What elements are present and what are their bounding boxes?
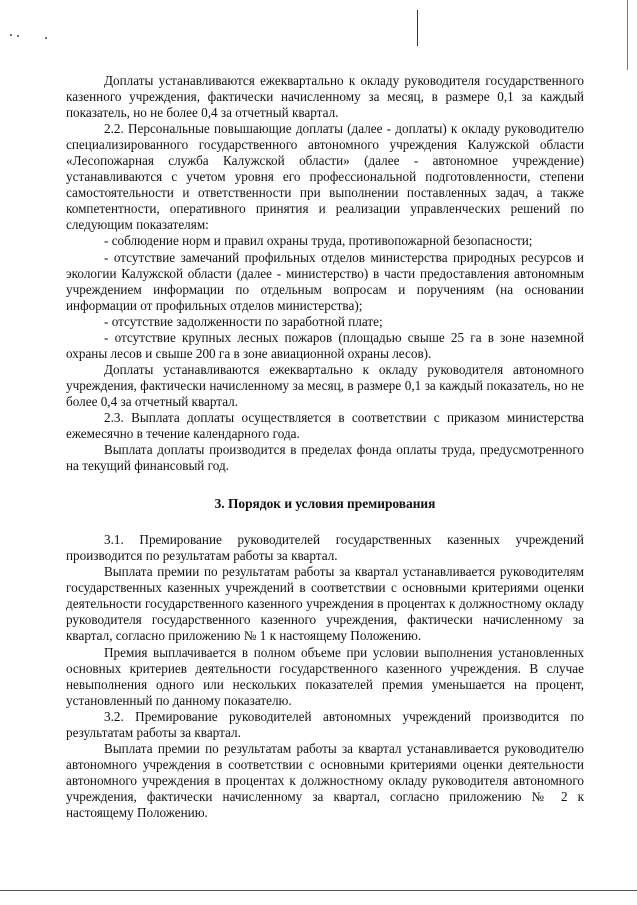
scan-mark-vertical [627,0,628,70]
paragraph: 2.2. Персональные повышающие доплаты (далее - доплаты) к окладу руководителю специализированного государственного автономного учреждения Калужской области «Лесопожарная служба Калужской области» (далее - автономное учреждение) устанавливаются с учетом уровня его профессиональной подготовленности, степени самостоятельности и ответственности при выполнении поставленных задач, а также компетентности, оперативного принятия и реализации управленческих решений по следующим показателям: [66,121,584,233]
paragraph: Доплаты устанавливаются ежеквартально к окладу руководителя автономного учреждения, фактически начисленному за месяц, в размере 0,1 за каждый показатель, но не более 0,4 за отчетный квартал. [66,361,584,409]
scan-speck [17,35,19,37]
scan-speck [45,37,47,39]
paragraph: 2.3. Выплата доплаты осуществляется в соответствии с приказом министерства ежемесячно в течение календарного года. [66,409,584,442]
list-item: - отсутствие замечаний профильных отделов министерства природных ресурсов и экологии Калужской области (далее - министерство) в части предоставления автономным учреждением информации по отдельным вопросам и поручениям (на основании информации от профильных отделов министерства); [66,249,584,313]
scan-bottom-line [0,890,637,891]
scan-speck [10,34,12,36]
document-body [66,73,584,821]
paragraph: Выплата премии по результатам работы за квартал устанавливается руководителю автономного учреждения в соответствии с основными критериями оценки деятельности автономного учреждения в процентах к должностному окладу руководителя автономного учреждения, фактически начисленному за квартал, согласно приложению № 2 к настоящему Положению. [66,740,584,820]
paragraph: Выплата премии по результатам работы за квартал устанавливается руководителям государственных казенных учреждений в соответствии с основными критериями оценки деятельности государственного казенного учреждения в процентах к должностному окладу руководителя государственного казенного учреждения, фактически начисленному за квартал, согласно приложению № 1 к настоящему Положению. [66,564,584,644]
paragraph: Премия выплачивается в полном объеме при условии выполнения установленных основных критериев деятельности государственного казенного учреждения. В случае невыполнения одного или нескольких показателей премия уменьшается на процент, установленный по данному показателю. [66,644,584,708]
paragraph: Доплаты устанавливаются ежеквартально к окладу руководителя государственного казенного учреждения, фактически начисленному за месяц, в размере 0,1 за каждый показатель, но не более 0,4 за отчетный квартал. [66,73,584,121]
paragraph: 3.1. Премирование руководителей государственных казенных учреждений производится по результатам работы за квартал. [66,532,584,564]
scan-mark-vertical [417,10,418,46]
paragraph: Выплата доплаты производится в пределах фонда оплаты труда, предусмотренного на текущий финансовый год. [66,442,584,474]
list-item: - отсутствие крупных лесных пожаров (площадью свыше 25 га в зоне наземной охраны лесов и свыше 200 га в зоне авиационной охраны лесов). [66,329,584,361]
list-item: - отсутствие задолженности по заработной плате; [104,313,383,329]
section-title: 3. Порядок и условия премирования [214,496,436,512]
list-item: - соблюдение норм и правил охраны труда, противопожарной безопасности; [104,233,533,249]
paragraph: 3.2. Премирование руководителей автономных учреждений производится по результатам работы за квартал. [66,708,584,740]
